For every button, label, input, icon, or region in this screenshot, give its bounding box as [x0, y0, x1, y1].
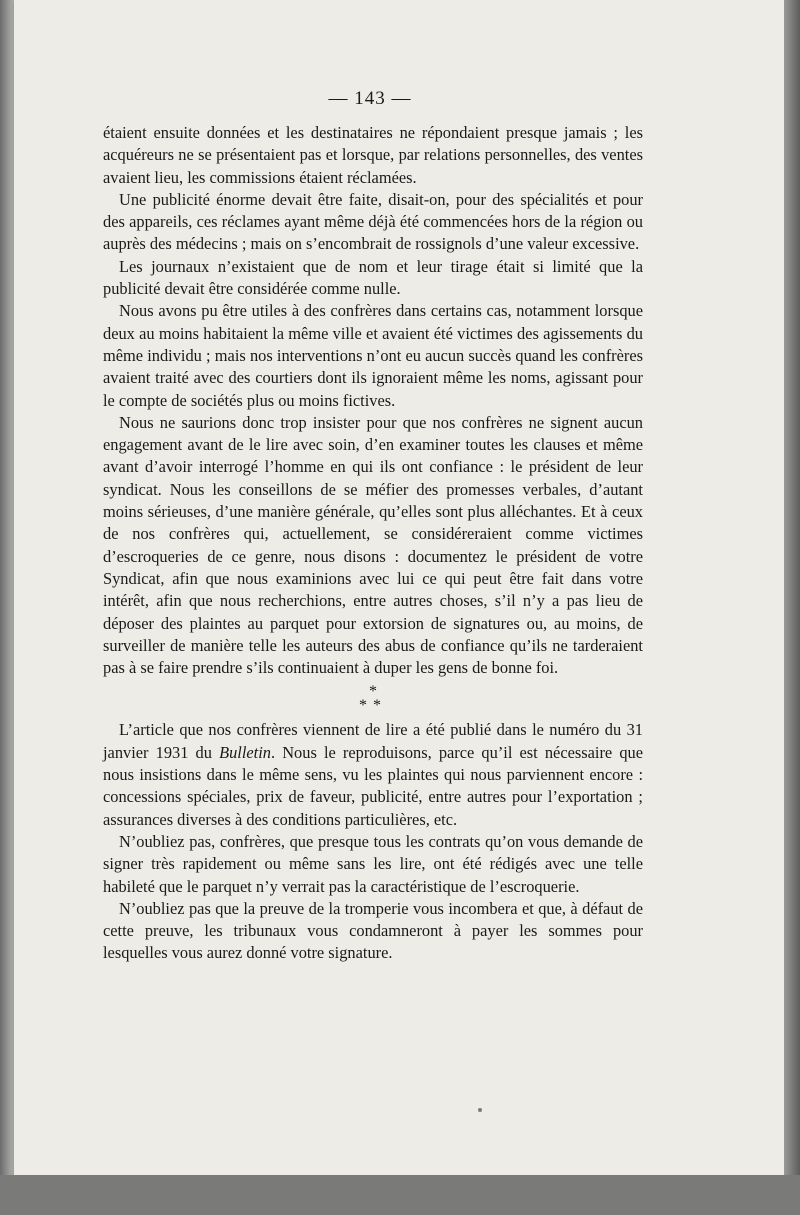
scan-background [0, 1175, 800, 1215]
paragraph-article [103, 719, 643, 830]
asterism-bottom: ** [359, 697, 387, 715]
paragraph: Les journaux n’existaient que de nom et leur tirage était si limité que la publicité devait être considérée comme nulle. [103, 256, 643, 299]
page-edge [784, 0, 800, 1215]
asterism-top: * [369, 683, 377, 701]
section-asterism [103, 685, 643, 713]
body-text [103, 122, 643, 965]
paragraph: étaient ensuite données et les destinataires ne répondaient presque jamais ; les acquéreurs ne se présentaient pas et lorsque, par relations personnelles, des ventes avaient lieu, les commissions étaient réclamées. [103, 123, 643, 187]
article-text-end: . Nous le reproduisons, parce qu’il est nécessaire que nous insistions dans le même sens, vu les plaintes qui nous parviennent encore : concessions spéciales, prix de faveur, publicité, entre autres pour l’exportation ; assurances diverses à des conditions particulières, etc. [103, 742, 643, 829]
bulletin-title: Bulletin [219, 742, 271, 762]
paragraph: Nous avons pu être utiles à des confrères dans certains cas, notamment lorsque deux au moins habitaient la même ville et avaient été victimes des agissements du même individu ; mais nos interventions n’ont eu aucun succès quand les confrères avaient traité avec des courtiers dont ils ignoraient même les noms, agissant pour le compte de sociétés plus ou moins fictives. [103, 301, 643, 410]
article-text-start: L’article que nos confrères viennent de lire a été publié dans le numéro du 31 janvier 1931 du [103, 720, 643, 762]
paper-speck [478, 1108, 482, 1112]
paragraph: N’oubliez pas, confrères, que presque tous les contrats qu’on vous demande de signer très rapidement ou même sans les lire, ont été rédigés avec une telle habileté que le parquet n’y verrait pas la caractéristique de l’escroquerie. [103, 831, 643, 896]
paragraph: Une publicité énorme devait être faite, disait-on, pour des spécialités et pour des appareils, ces réclames ayant même déjà été commencées hors de la région ou auprès des médecins ; mais on s’encombrait de rossignols d’une valeur excessive. [103, 189, 643, 254]
paragraph: N’oubliez pas que la preuve de la tromperie vous incombera et que, à défaut de cette preuve, les tribunaux vous condamneront à payer les sommes pour lesquelles vous aurez donné votre signature. [103, 898, 643, 963]
paragraph: Nous ne saurions donc trop insister pour que nos confrères ne signent aucun engagement avant de le lire avec soin, d’en examiner toutes les clauses et même avant d’avoir interrogé l’homme en qui ils ont confiance : le président de leur syndicat. Nous les conseillons de se méfier des promesses verbales, d’autant moins sérieuses, d’une manière générale, qu’elles sont plus alléchantes. Et à ceux de nos confrères qui, actuellement, se considéreraient comme victimes d’escroqueries de ce genre, nous disons : documentez le président de votre Syndicat, afin que nous examinions avec lui ce qui peut être fait dans votre intérêt, afin que nous recherchions, entre autres choses, s’il n’y a pas lieu de déposer des plaintes au parquet pour extorsion de signatures ou, au moins, de surveiller de manière telle les auteurs des abus de confiance qu’ils ne tarderaient pas à se faire prendre s’ils continuaient à duper les gens de bonne foi. [103, 412, 643, 678]
page-number: — 143 — [328, 88, 412, 109]
